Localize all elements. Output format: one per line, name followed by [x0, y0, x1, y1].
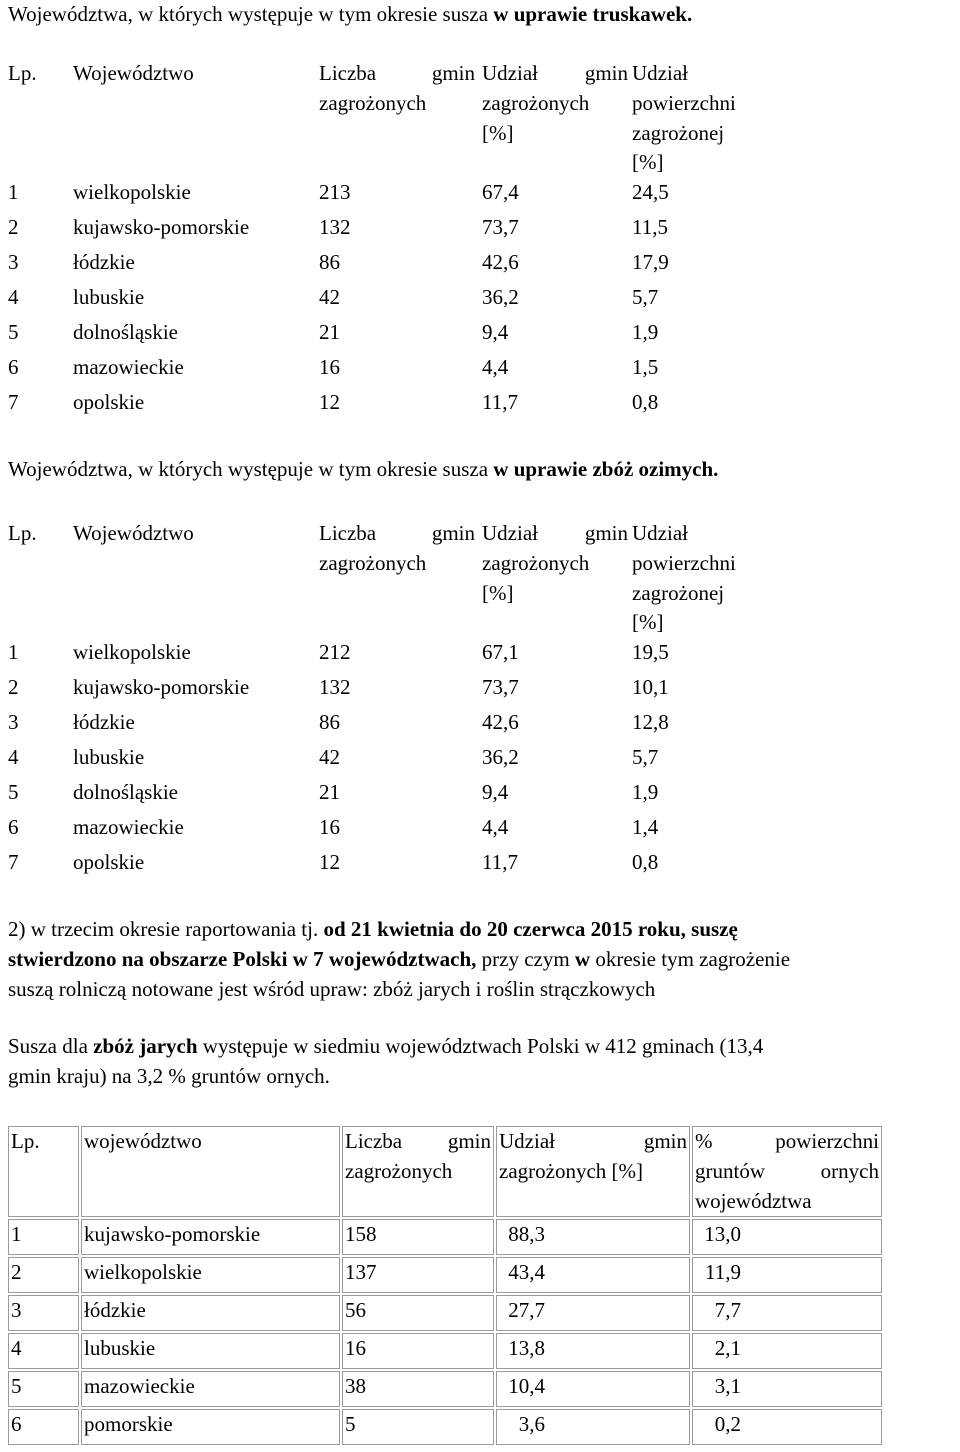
cell-name: kujawsko-pomorskie: [73, 675, 250, 700]
cell-value: 11,9: [705, 1260, 741, 1285]
table-row: [8, 848, 772, 883]
cell-lp: 4: [8, 1333, 79, 1369]
cell-udzial: 9,4: [482, 320, 509, 345]
paragraph-line: gmin kraju) na 3,2 % gruntów ornych.: [8, 1063, 330, 1088]
table-row: [8, 638, 772, 673]
table-row: [8, 353, 772, 388]
cell-pow: [692, 1371, 882, 1407]
cell-liczba: 132: [319, 215, 351, 240]
cell-liczba: 132: [319, 675, 351, 700]
header-wojewodztwo: województwo: [81, 1126, 340, 1217]
cell-pow: [692, 1219, 882, 1255]
table-zboza-jare: [6, 1124, 884, 1447]
cell-value: 13,0: [704, 1222, 741, 1247]
cell-value: 88,3: [508, 1222, 545, 1247]
cell-udzial: 42,6: [482, 250, 519, 275]
cell-name: lubuskie: [73, 285, 145, 310]
cell-liczba: 12: [319, 850, 340, 875]
header-liczba: Liczba gmin zagrożonych: [319, 61, 475, 115]
table-row: [8, 213, 772, 248]
table-header-row: [8, 519, 772, 638]
paragraph-zboza-jare: [8, 1032, 960, 1092]
cell-pow: 1,5: [632, 355, 659, 380]
table-truskawki: [8, 59, 772, 423]
cell-pow: [692, 1409, 882, 1445]
cell-pow: 1,9: [632, 320, 659, 345]
header-powierzchnia: % powierzchni gruntów ornych województwa: [692, 1126, 882, 1217]
section2-title-bold: w uprawie zbóż ozimych.: [493, 457, 719, 481]
cell-pow: 5,7: [632, 285, 659, 310]
cell-lp: 4: [8, 745, 19, 770]
cell-udzial: 67,1: [482, 640, 519, 665]
cell-name: dolnośląskie: [73, 780, 178, 805]
cell-value: 10,4: [508, 1374, 545, 1399]
cell-udzial: 67,4: [482, 180, 519, 205]
cell-liczba: 21: [319, 320, 340, 345]
cell-name: dolnośląskie: [73, 320, 178, 345]
cell-udzial: 9,4: [482, 780, 509, 805]
section1-title-text: Województwa, w których występuje w tym okresie susza: [8, 2, 494, 26]
cell-liczba: 86: [319, 710, 340, 735]
header-liczba: Liczba gmin zagrożonych: [342, 1126, 494, 1217]
paragraph-line: Susza dla zbóż jarych występuje w siedmiu województwach Polski w 412 gminach (13,4: [8, 1034, 764, 1058]
cell-udzial: [496, 1371, 690, 1407]
cell-liczba: 137: [342, 1257, 494, 1293]
table-row: [8, 1257, 882, 1293]
cell-pow: 10,1: [632, 675, 669, 700]
table-header-row: [8, 59, 772, 178]
cell-liczba: 38: [342, 1371, 494, 1407]
cell-udzial: [496, 1257, 690, 1293]
cell-value: 0,2: [714, 1412, 741, 1437]
cell-lp: 1: [8, 1219, 79, 1255]
cell-name: wielkopolskie: [81, 1257, 340, 1293]
cell-lp: 2: [8, 1257, 79, 1293]
cell-name: wielkopolskie: [73, 640, 191, 665]
header-lp: Lp.: [8, 521, 37, 545]
cell-lp: 5: [8, 320, 19, 345]
cell-name: pomorskie: [81, 1409, 340, 1445]
cell-pow: 5,7: [632, 745, 659, 770]
header-powierzchnia: Udział powierzchni zagrożonej [%]: [632, 521, 736, 635]
cell-name: łódzkie: [73, 710, 135, 735]
cell-udzial: 36,2: [482, 285, 519, 310]
cell-lp: 5: [8, 1371, 79, 1407]
cell-liczba: 213: [319, 180, 351, 205]
cell-liczba: 212: [319, 640, 351, 665]
table-row: [8, 283, 772, 318]
cell-pow: 1,9: [632, 780, 659, 805]
cell-name: opolskie: [73, 850, 145, 875]
cell-value: 13,8: [508, 1336, 545, 1361]
cell-lp: 5: [8, 780, 19, 805]
cell-value: 3,1: [714, 1374, 741, 1399]
cell-lp: 3: [8, 710, 19, 735]
cell-name: mazowieckie: [73, 355, 184, 380]
table-zboza-ozime: [8, 519, 772, 883]
cell-name: kujawsko-pomorskie: [81, 1219, 340, 1255]
cell-udzial: 73,7: [482, 675, 519, 700]
cell-pow: 17,9: [632, 250, 669, 275]
cell-value: 3,6: [518, 1412, 545, 1437]
table-header-row: [8, 1126, 882, 1217]
cell-liczba: 16: [342, 1333, 494, 1369]
cell-lp: 2: [8, 675, 19, 700]
cell-name: łódzkie: [81, 1295, 340, 1331]
cell-liczba: 42: [319, 285, 340, 310]
header-udzial: Udział gmin zagrożonych [%]: [482, 521, 628, 605]
cell-liczba: 12: [319, 390, 340, 415]
cell-liczba: 86: [319, 250, 340, 275]
header-liczba: Liczba gmin zagrożonych: [319, 521, 475, 575]
cell-udzial: [496, 1219, 690, 1255]
header-udzial: Udział gmin zagrożonych [%]: [482, 61, 628, 145]
paragraph-line: suszą rolniczą notowane jest wśród upraw: zbóż jarych i roślin strączkowych: [8, 976, 656, 1001]
section2-title: [8, 455, 718, 485]
cell-pow: 1,4: [632, 815, 659, 840]
cell-value: 2,1: [714, 1336, 741, 1361]
section1-title: [8, 0, 692, 30]
cell-liczba: 21: [319, 780, 340, 805]
cell-lp: 3: [8, 250, 19, 275]
section1-title-bold: w uprawie truskawek.: [493, 2, 693, 26]
table-row: [8, 318, 772, 353]
cell-name: lubuskie: [73, 745, 145, 770]
cell-lp: 7: [8, 390, 19, 415]
cell-value: 27,7: [508, 1298, 545, 1323]
table-row: [8, 743, 772, 778]
table-row: [8, 708, 772, 743]
table-row: [8, 1333, 882, 1369]
cell-udzial: 42,6: [482, 710, 519, 735]
cell-udzial: 11,7: [482, 390, 518, 415]
cell-udzial: [496, 1295, 690, 1331]
cell-pow: [692, 1295, 882, 1331]
cell-pow: [692, 1257, 882, 1293]
cell-lp: 6: [8, 355, 19, 380]
header-powierzchnia: Udział powierzchni zagrożonej [%]: [632, 61, 736, 175]
table-row: [8, 813, 772, 848]
cell-udzial: 4,4: [482, 355, 509, 380]
table-row: [8, 1371, 882, 1407]
section2-title-text: Województwa, w których występuje w tym okresie susza: [8, 457, 494, 481]
table-row: [8, 388, 772, 423]
cell-pow: 11,5: [632, 215, 668, 240]
cell-liczba: 16: [319, 355, 340, 380]
header-wojewodztwo: Województwo: [73, 521, 194, 545]
cell-pow: 24,5: [632, 180, 669, 205]
cell-pow: 0,8: [632, 850, 659, 875]
header-lp: Lp.: [8, 1126, 79, 1217]
cell-value: 7,7: [714, 1298, 741, 1323]
table-row: [8, 1295, 882, 1331]
cell-name: opolskie: [73, 390, 145, 415]
cell-lp: 1: [8, 640, 19, 665]
paragraph-line: 2) w trzecim okresie raportowania tj. od 21 kwietnia do 20 czerwca 2015 roku, suszę: [8, 917, 738, 941]
cell-name: łódzkie: [73, 250, 135, 275]
cell-lp: 1: [8, 180, 19, 205]
table-row: [8, 178, 772, 213]
paragraph-trzeci-okres: [8, 915, 960, 1004]
cell-liczba: 42: [319, 745, 340, 770]
cell-pow: [692, 1333, 882, 1369]
table-row: [8, 1409, 882, 1445]
table-row: [8, 248, 772, 283]
cell-pow: 19,5: [632, 640, 669, 665]
cell-udzial: 4,4: [482, 815, 509, 840]
cell-liczba: 16: [319, 815, 340, 840]
cell-liczba: 158: [342, 1219, 494, 1255]
cell-lp: 7: [8, 850, 19, 875]
cell-name: mazowieckie: [81, 1371, 340, 1407]
cell-name: lubuskie: [81, 1333, 340, 1369]
table-row: [8, 778, 772, 813]
cell-udzial: 73,7: [482, 215, 519, 240]
cell-udzial: [496, 1409, 690, 1445]
cell-udzial: 36,2: [482, 745, 519, 770]
cell-name: wielkopolskie: [73, 180, 191, 205]
cell-liczba: 56: [342, 1295, 494, 1331]
table-row: [8, 1219, 882, 1255]
cell-lp: 3: [8, 1295, 79, 1331]
cell-udzial: [496, 1333, 690, 1369]
cell-udzial: 11,7: [482, 850, 518, 875]
paragraph-line: stwierdzono na obszarze Polski w 7 województwach, przy czym w okresie tym zagrożenie: [8, 946, 791, 971]
cell-lp: 6: [8, 1409, 79, 1445]
cell-pow: 0,8: [632, 390, 659, 415]
cell-liczba: 5: [342, 1409, 494, 1445]
header-udzial: Udział gmin zagrożonych [%]: [496, 1126, 690, 1217]
cell-lp: 4: [8, 285, 19, 310]
cell-lp: 2: [8, 215, 19, 240]
cell-name: kujawsko-pomorskie: [73, 215, 250, 240]
table-row: [8, 673, 772, 708]
cell-lp: 6: [8, 815, 19, 840]
cell-name: mazowieckie: [73, 815, 184, 840]
cell-pow: 12,8: [632, 710, 669, 735]
header-wojewodztwo: Województwo: [73, 61, 194, 85]
header-lp: Lp.: [8, 61, 37, 85]
cell-value: 43,4: [508, 1260, 545, 1285]
